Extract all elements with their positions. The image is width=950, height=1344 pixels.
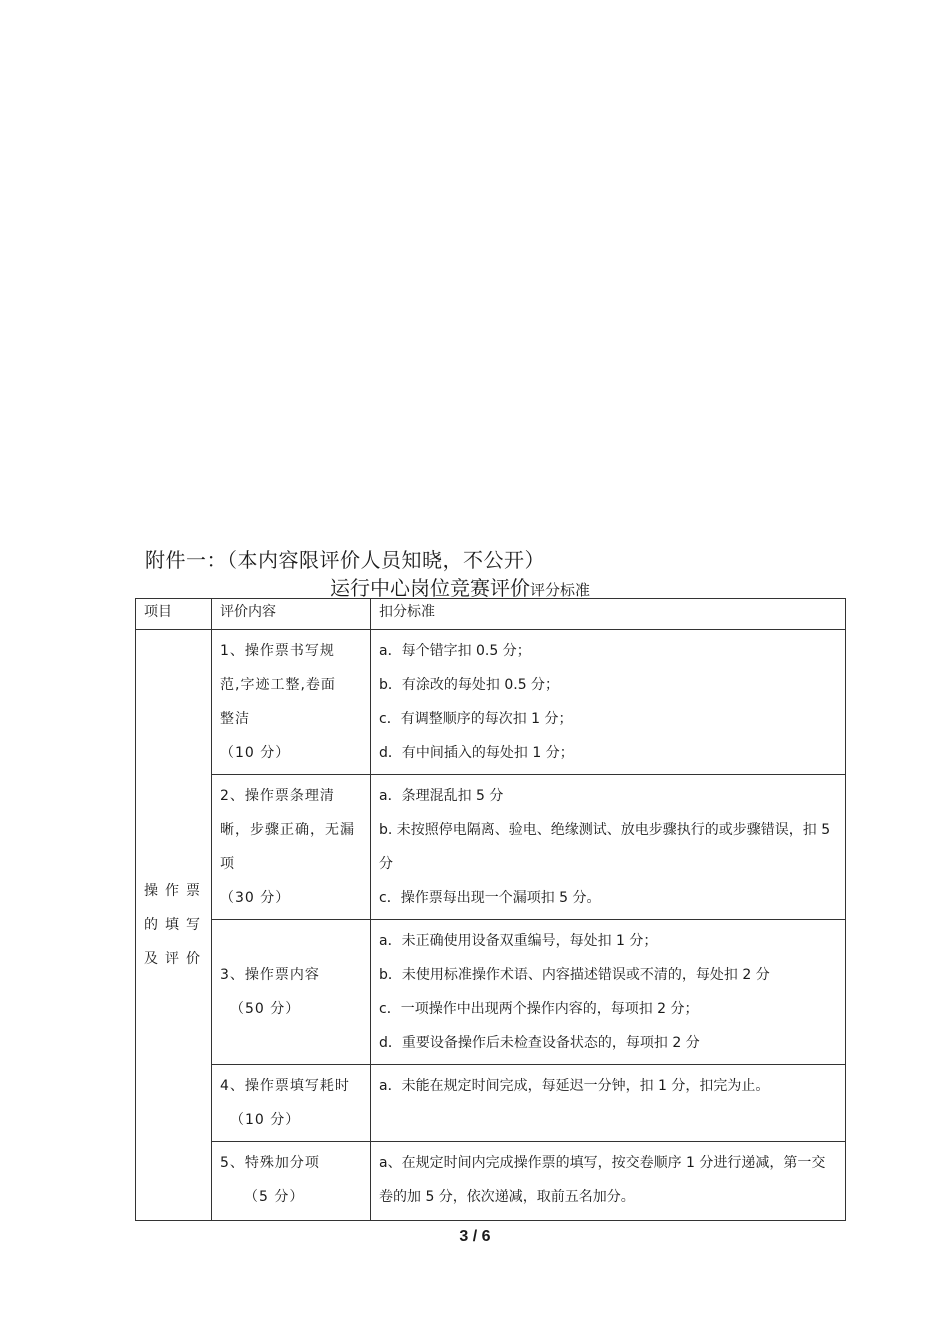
project-line: 的填写 [144, 917, 207, 933]
criteria-line: c．有调整顺序的每次扣 1 分； [379, 711, 573, 727]
header-content: 评价内容 [212, 599, 371, 630]
content-cell [212, 1142, 371, 1221]
criteria-line: b. 未按照停电隔离、验电、绝缘测试、放电步骤执行的或步骤错误，扣 5 分 [379, 822, 831, 872]
criteria-line: c．一项操作中出现两个操作内容的，每项扣 2 分； [379, 1001, 699, 1017]
content-cell [212, 920, 371, 1065]
content-line: （10 分） [220, 745, 291, 761]
table-row [136, 1065, 846, 1142]
criteria-line: b．未使用标准操作术语、内容描述错误或不清的，每处扣 2 分 [379, 967, 770, 983]
content-line: 范,字迹工整,卷面 [220, 677, 336, 693]
criteria-line: d．有中间插入的每处扣 1 分； [379, 745, 574, 761]
content-cell [212, 630, 371, 775]
content-line: 项 [220, 856, 235, 872]
content-line: 整洁 [220, 711, 250, 727]
table-row [136, 1142, 846, 1221]
criteria-cell [371, 630, 846, 775]
table-row [136, 920, 846, 1065]
criteria-line: a．每个错字扣 0.5 分； [379, 643, 531, 659]
content-line: （10 分） [230, 1112, 301, 1128]
title-main: 运行中心岗位竞赛评价 [330, 576, 530, 600]
criteria-line: b．有涂改的每处扣 0.5 分； [379, 677, 560, 693]
content-cell [212, 775, 371, 920]
criteria-cell [371, 1142, 846, 1221]
content-line: 2、操作票条理清 [220, 788, 335, 804]
scoring-table [135, 598, 846, 1221]
content-line: 4、操作票填写耗时 [220, 1078, 350, 1094]
criteria-cell [371, 1065, 846, 1142]
table-row [136, 630, 846, 775]
criteria-cell [371, 920, 846, 1065]
page-number: 3 / 6 [459, 1228, 491, 1245]
table-header-row [136, 599, 846, 630]
criteria-line: a．条理混乱扣 5 分 [379, 788, 504, 804]
document-title [330, 572, 590, 601]
content-line: （50 分） [230, 1001, 301, 1017]
content-line: 5、特殊加分项 [220, 1155, 320, 1171]
criteria-line: a、在规定时间内完成操作票的填写，按交卷顺序 1 分进行递减，第一交卷的加 5 分，依次递减，取前五名加分。 [379, 1155, 826, 1205]
project-cell [136, 630, 212, 1221]
table-row [136, 775, 846, 920]
content-line: 晰，步骤正确，无漏 [220, 822, 355, 838]
header-project: 项目 [136, 599, 212, 630]
header-criteria: 扣分标准 [371, 599, 846, 630]
criteria-line: a．未正确使用设备双重编号，每处扣 1 分； [379, 933, 658, 949]
content-line: （30 分） [220, 890, 291, 906]
content-line: （5 分） [244, 1189, 305, 1205]
content-cell [212, 1065, 371, 1142]
attachment-note: 附件一：（本内容限评价人员知晓，不公开） [145, 548, 545, 572]
title-suffix: 评分标准 [530, 581, 591, 599]
content-line: 3、操作票内容 [220, 967, 320, 983]
criteria-cell [371, 775, 846, 920]
criteria-line: c．操作票每出现一个漏项扣 5 分。 [379, 890, 601, 906]
criteria-line: a．未能在规定时间完成，每延迟一分钟，扣 1 分，扣完为止。 [379, 1078, 770, 1094]
criteria-line: d．重要设备操作后未检查设备状态的，每项扣 2 分 [379, 1035, 700, 1051]
project-line: 操作票 [144, 883, 207, 899]
content-line: 1、操作票书写规 [220, 643, 335, 659]
project-line: 及评价 [144, 951, 207, 967]
